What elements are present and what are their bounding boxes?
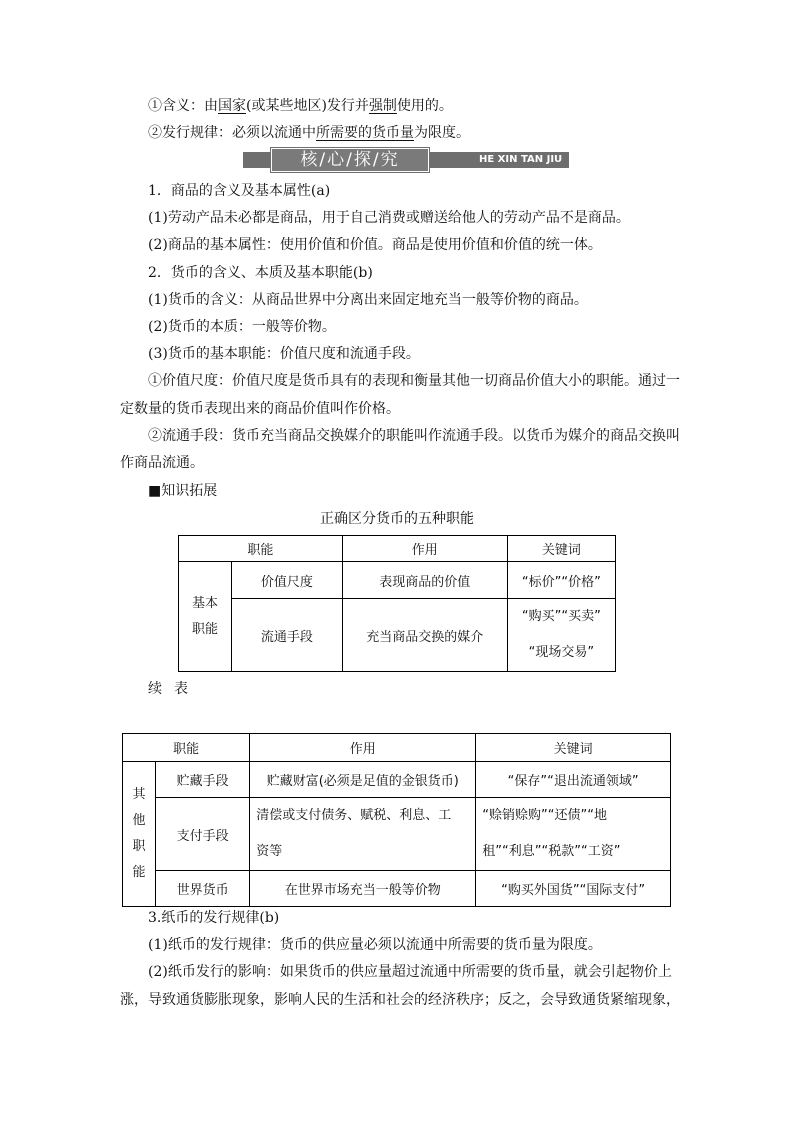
table-cell: 充当商品交换的媒介 [342,599,507,672]
paragraph: 涨，导致通货膨胀现象，影响人民的生活和社会的经济秩序；反之，会导致通货紧缩现象， [120,992,680,1008]
paragraph: ①价值尺度：价值尺度是货币具有的表现和衡量其他一切商品价值大小的职能。通过一 [148,373,680,389]
intro-text: ②发行规律：必须以流通中 [148,125,316,141]
underlined-term: 强制 [368,98,397,114]
section-heading: 3.纸币的发行规律(b) [148,910,280,926]
table-cell: 流通手段 [232,599,343,672]
intro-line-2 [148,123,470,143]
table-cell: 在世界市场充当一般等价物 [250,871,476,907]
paragraph: (1)货币的含义：从商品世界中分离出来固定地充当一般等价物的商品。 [148,292,588,308]
group-label: 其 [132,787,146,802]
intro-text: 使用的。 [396,98,453,114]
paragraph: (3)货币的基本职能：价值尺度和流通手段。 [148,346,420,362]
table-header: 职能 [123,734,250,762]
keyword-line: 租”“利息”“税款”“工资” [482,844,621,859]
group-label: 职能 [191,621,218,637]
table-cell: 世界货币 [156,871,250,907]
banner-title: 核/心/探/究 [271,148,429,172]
intro-text: 为限度。 [414,125,470,141]
continued-label: 续表 [148,681,200,697]
table-cell: 价值尺度 [232,562,343,599]
banner-pinyin: HE XIN TAN JIU • [479,154,563,181]
intro-text: (或某些地区)发行并 [246,98,369,114]
functions-table-1 [178,535,616,672]
group-cell [123,762,156,907]
table-header: 职能 [179,536,343,562]
paragraph: (2)货币的本质：一般等价物。 [148,319,336,335]
underlined-term: 所需要的货币量 [316,125,414,141]
paragraph: ②流通手段：货币充当商品交换媒介的职能叫作流通手段。以货币为媒介的商品交换叫 [148,428,680,444]
table-cell: 表现商品的价值 [342,562,507,599]
table-cell [507,599,615,672]
table-cell: “保存”“退出流通领域” [476,762,671,798]
paragraph: (2)纸币发行的影响：如果货币的供应量超过流通中所需要的货币量，就会引起物价上 [148,964,672,980]
table-header: 作用 [342,536,507,562]
paragraph: (1)劳动产品未必都是商品，用于自己消费或赠送给他人的劳动产品不是商品。 [148,210,630,226]
group-label: 职 [132,839,146,854]
section-banner [243,148,569,181]
table-cell: 贮藏财富(必须是足值的金银货币) [250,762,476,798]
paragraph: (2)商品的基本属性：使用价值和价值。商品是使用价值和价值的统一体。 [148,237,602,253]
table-cell: “标价”“价格” [507,562,615,599]
table-cell [250,798,476,871]
group-label: 基本 [191,595,218,611]
table-cell: 贮藏手段 [156,762,250,798]
paragraph: (1)纸币的发行规律：货币的供应量必须以流通中所需要的货币量为限度。 [148,937,602,953]
table-cell: “购买外国货”“国际支付” [476,871,671,907]
keyword-line: “赊销赊购”“还债”“地 [482,808,607,823]
group-label: 他 [132,813,146,828]
group-label: 能 [132,865,146,880]
intro-line-1 [148,96,453,116]
table-cell [476,798,671,871]
keyword-line: “购买”“买卖” [521,609,601,624]
table-header: 作用 [250,734,476,762]
table-caption: 正确区分货币的五种职能 [320,511,474,527]
underlined-term: 国家 [218,98,246,114]
table-cell: 支付手段 [156,798,250,871]
role-line: 资等 [256,844,283,859]
group-cell [179,562,232,672]
intro-text: ①含义：由 [148,98,218,114]
paragraph: 定数量的货币表现出来的商品价值叫作价格。 [120,401,400,417]
extension-label: ■知识拓展 [148,483,218,499]
section-heading: 1．商品的含义及基本属性(a) [148,183,331,199]
functions-table-2 [122,733,671,907]
role-line: 清偿或支付债务、赋税、利息、工 [256,808,452,823]
table-header: 关键词 [476,734,671,762]
keyword-line: “现场交易” [528,645,595,660]
paragraph: 作商品流通。 [120,455,204,471]
table-header: 关键词 [507,536,615,562]
section-heading: 2．货币的含义、本质及基本职能(b) [148,265,373,281]
